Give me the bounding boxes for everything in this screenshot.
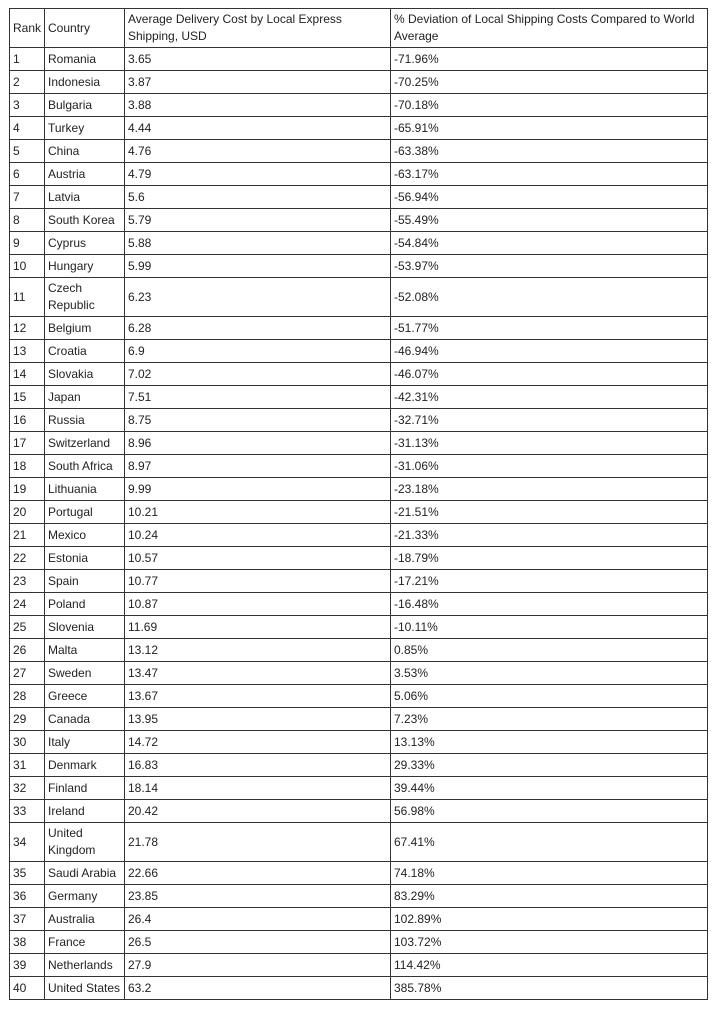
cell-rank: 9 — [10, 232, 45, 255]
cell-rank: 37 — [10, 908, 45, 931]
table-row — [10, 140, 708, 163]
cell-percent-deviation: 3.53% — [391, 662, 708, 685]
cell-country: Greece — [45, 685, 125, 708]
cell-rank: 26 — [10, 639, 45, 662]
cell-percent-deviation: 56.98% — [391, 800, 708, 823]
table-row — [10, 931, 708, 954]
cell-country: Canada — [45, 708, 125, 731]
cell-country: China — [45, 140, 125, 163]
cell-rank: 34 — [10, 823, 45, 862]
cell-percent-deviation: 13.13% — [391, 731, 708, 754]
cell-rank: 23 — [10, 570, 45, 593]
cell-country: Portugal — [45, 501, 125, 524]
cell-rank: 24 — [10, 593, 45, 616]
cell-average-delivery-cost: 5.6 — [125, 186, 391, 209]
cell-country: Poland — [45, 593, 125, 616]
cell-average-delivery-cost: 11.69 — [125, 616, 391, 639]
table-row — [10, 317, 708, 340]
table-row — [10, 685, 708, 708]
cell-country: Croatia — [45, 340, 125, 363]
table-row — [10, 662, 708, 685]
cell-percent-deviation: -65.91% — [391, 117, 708, 140]
cell-rank: 25 — [10, 616, 45, 639]
cell-rank: 21 — [10, 524, 45, 547]
cell-average-delivery-cost: 6.9 — [125, 340, 391, 363]
cell-rank: 35 — [10, 862, 45, 885]
cell-percent-deviation: -21.51% — [391, 501, 708, 524]
table-header — [10, 9, 708, 48]
cell-average-delivery-cost: 3.87 — [125, 71, 391, 94]
table-row — [10, 478, 708, 501]
cell-average-delivery-cost: 13.67 — [125, 685, 391, 708]
cell-country: Latvia — [45, 186, 125, 209]
cell-rank: 7 — [10, 186, 45, 209]
cell-rank: 17 — [10, 432, 45, 455]
cell-average-delivery-cost: 3.65 — [125, 48, 391, 71]
cell-average-delivery-cost: 13.12 — [125, 639, 391, 662]
table-row — [10, 593, 708, 616]
cell-rank: 28 — [10, 685, 45, 708]
cell-country: South Africa — [45, 455, 125, 478]
cell-average-delivery-cost: 23.85 — [125, 885, 391, 908]
table-row — [10, 232, 708, 255]
cell-percent-deviation: -31.13% — [391, 432, 708, 455]
table-row — [10, 547, 708, 570]
cell-average-delivery-cost: 5.88 — [125, 232, 391, 255]
table-row — [10, 639, 708, 662]
cell-average-delivery-cost: 8.97 — [125, 455, 391, 478]
cell-rank: 38 — [10, 931, 45, 954]
cell-average-delivery-cost: 4.44 — [125, 117, 391, 140]
cell-percent-deviation: 5.06% — [391, 685, 708, 708]
table-row — [10, 209, 708, 232]
cell-percent-deviation: -63.38% — [391, 140, 708, 163]
cell-rank: 36 — [10, 885, 45, 908]
table-row — [10, 731, 708, 754]
cell-country: Switzerland — [45, 432, 125, 455]
table-row — [10, 455, 708, 478]
cell-country: Indonesia — [45, 71, 125, 94]
cell-rank: 40 — [10, 977, 45, 1000]
cell-average-delivery-cost: 4.76 — [125, 140, 391, 163]
header-country: Country — [45, 9, 125, 48]
cell-country: United States — [45, 977, 125, 1000]
cell-country: Japan — [45, 386, 125, 409]
cell-percent-deviation: -18.79% — [391, 547, 708, 570]
cell-rank: 11 — [10, 278, 45, 317]
cell-rank: 19 — [10, 478, 45, 501]
cell-country: Slovakia — [45, 363, 125, 386]
cell-percent-deviation: -42.31% — [391, 386, 708, 409]
cell-country: France — [45, 931, 125, 954]
cell-country: Finland — [45, 777, 125, 800]
cell-country: Slovenia — [45, 616, 125, 639]
cell-percent-deviation: -31.06% — [391, 455, 708, 478]
cell-percent-deviation: -56.94% — [391, 186, 708, 209]
cell-average-delivery-cost: 7.51 — [125, 386, 391, 409]
cell-rank: 1 — [10, 48, 45, 71]
cell-average-delivery-cost: 10.87 — [125, 593, 391, 616]
header-row — [10, 9, 708, 48]
cell-country: Australia — [45, 908, 125, 931]
cell-average-delivery-cost: 10.24 — [125, 524, 391, 547]
cell-percent-deviation: 67.41% — [391, 823, 708, 862]
cell-country: Sweden — [45, 662, 125, 685]
cell-percent-deviation: -46.94% — [391, 340, 708, 363]
header-average-delivery-cost: Average Delivery Cost by Local Express Shipping, USD — [125, 9, 391, 48]
cell-average-delivery-cost: 22.66 — [125, 862, 391, 885]
cell-rank: 20 — [10, 501, 45, 524]
table-row — [10, 278, 708, 317]
cell-rank: 29 — [10, 708, 45, 731]
cell-average-delivery-cost: 10.21 — [125, 501, 391, 524]
cell-percent-deviation: -32.71% — [391, 409, 708, 432]
cell-average-delivery-cost: 6.23 — [125, 278, 391, 317]
cell-country: Lithuania — [45, 478, 125, 501]
cell-average-delivery-cost: 7.02 — [125, 363, 391, 386]
cell-country: Netherlands — [45, 954, 125, 977]
cell-rank: 18 — [10, 455, 45, 478]
cell-country: Ireland — [45, 800, 125, 823]
table-row — [10, 524, 708, 547]
cell-average-delivery-cost: 10.77 — [125, 570, 391, 593]
cell-percent-deviation: 29.33% — [391, 754, 708, 777]
cell-rank: 2 — [10, 71, 45, 94]
table-row — [10, 94, 708, 117]
cell-country: Malta — [45, 639, 125, 662]
cell-country: South Korea — [45, 209, 125, 232]
cell-country: Denmark — [45, 754, 125, 777]
cell-percent-deviation: -23.18% — [391, 478, 708, 501]
table-row — [10, 117, 708, 140]
cell-country: Estonia — [45, 547, 125, 570]
shipping-cost-table-container — [9, 8, 708, 1000]
cell-average-delivery-cost: 10.57 — [125, 547, 391, 570]
table-row — [10, 48, 708, 71]
cell-percent-deviation: -54.84% — [391, 232, 708, 255]
cell-percent-deviation: -55.49% — [391, 209, 708, 232]
cell-average-delivery-cost: 4.79 — [125, 163, 391, 186]
cell-rank: 13 — [10, 340, 45, 363]
cell-percent-deviation: -63.17% — [391, 163, 708, 186]
cell-average-delivery-cost: 21.78 — [125, 823, 391, 862]
cell-average-delivery-cost: 27.9 — [125, 954, 391, 977]
cell-average-delivery-cost: 5.79 — [125, 209, 391, 232]
cell-country: Hungary — [45, 255, 125, 278]
cell-rank: 39 — [10, 954, 45, 977]
table-body — [10, 48, 708, 1000]
table-row — [10, 977, 708, 1000]
cell-country: Turkey — [45, 117, 125, 140]
cell-percent-deviation: 7.23% — [391, 708, 708, 731]
cell-average-delivery-cost: 5.99 — [125, 255, 391, 278]
cell-percent-deviation: 74.18% — [391, 862, 708, 885]
table-row — [10, 616, 708, 639]
cell-rank: 3 — [10, 94, 45, 117]
cell-country: Belgium — [45, 317, 125, 340]
shipping-cost-table — [9, 8, 708, 1000]
cell-percent-deviation: -46.07% — [391, 363, 708, 386]
cell-country: United Kingdom — [45, 823, 125, 862]
header-percent-deviation: % Deviation of Local Shipping Costs Compared to World Average — [391, 9, 708, 48]
cell-country: Mexico — [45, 524, 125, 547]
cell-percent-deviation: -52.08% — [391, 278, 708, 317]
table-row — [10, 754, 708, 777]
table-row — [10, 340, 708, 363]
cell-average-delivery-cost: 9.99 — [125, 478, 391, 501]
cell-percent-deviation: 39.44% — [391, 777, 708, 800]
table-row — [10, 186, 708, 209]
cell-rank: 30 — [10, 731, 45, 754]
cell-rank: 31 — [10, 754, 45, 777]
cell-average-delivery-cost: 16.83 — [125, 754, 391, 777]
cell-rank: 16 — [10, 409, 45, 432]
cell-rank: 27 — [10, 662, 45, 685]
table-row — [10, 501, 708, 524]
cell-country: Russia — [45, 409, 125, 432]
header-rank: Rank — [10, 9, 45, 48]
cell-rank: 14 — [10, 363, 45, 386]
cell-rank: 12 — [10, 317, 45, 340]
cell-rank: 22 — [10, 547, 45, 570]
table-row — [10, 885, 708, 908]
cell-average-delivery-cost: 14.72 — [125, 731, 391, 754]
table-row — [10, 800, 708, 823]
cell-average-delivery-cost: 8.96 — [125, 432, 391, 455]
cell-percent-deviation: 114.42% — [391, 954, 708, 977]
cell-average-delivery-cost: 63.2 — [125, 977, 391, 1000]
cell-country: Spain — [45, 570, 125, 593]
cell-percent-deviation: 385.78% — [391, 977, 708, 1000]
cell-percent-deviation: -21.33% — [391, 524, 708, 547]
cell-country: Bulgaria — [45, 94, 125, 117]
cell-average-delivery-cost: 13.95 — [125, 708, 391, 731]
table-row — [10, 255, 708, 278]
cell-country: Czech Republic — [45, 278, 125, 317]
table-row — [10, 570, 708, 593]
cell-rank: 32 — [10, 777, 45, 800]
table-row — [10, 908, 708, 931]
cell-rank: 15 — [10, 386, 45, 409]
table-row — [10, 432, 708, 455]
cell-average-delivery-cost: 20.42 — [125, 800, 391, 823]
table-row — [10, 386, 708, 409]
cell-percent-deviation: 103.72% — [391, 931, 708, 954]
table-row — [10, 862, 708, 885]
cell-percent-deviation: 83.29% — [391, 885, 708, 908]
cell-percent-deviation: -70.25% — [391, 71, 708, 94]
cell-average-delivery-cost: 13.47 — [125, 662, 391, 685]
cell-percent-deviation: -70.18% — [391, 94, 708, 117]
cell-percent-deviation: -17.21% — [391, 570, 708, 593]
table-row — [10, 954, 708, 977]
table-row — [10, 777, 708, 800]
cell-percent-deviation: 0.85% — [391, 639, 708, 662]
cell-country: Saudi Arabia — [45, 862, 125, 885]
cell-rank: 6 — [10, 163, 45, 186]
cell-country: Austria — [45, 163, 125, 186]
cell-rank: 5 — [10, 140, 45, 163]
table-row — [10, 708, 708, 731]
table-row — [10, 409, 708, 432]
cell-percent-deviation: 102.89% — [391, 908, 708, 931]
cell-country: Italy — [45, 731, 125, 754]
cell-percent-deviation: -71.96% — [391, 48, 708, 71]
cell-rank: 8 — [10, 209, 45, 232]
table-row — [10, 823, 708, 862]
cell-average-delivery-cost: 18.14 — [125, 777, 391, 800]
table-row — [10, 163, 708, 186]
cell-average-delivery-cost: 26.5 — [125, 931, 391, 954]
cell-rank: 33 — [10, 800, 45, 823]
table-row — [10, 71, 708, 94]
cell-country: Cyprus — [45, 232, 125, 255]
table-row — [10, 363, 708, 386]
cell-percent-deviation: -53.97% — [391, 255, 708, 278]
cell-percent-deviation: -51.77% — [391, 317, 708, 340]
cell-rank: 10 — [10, 255, 45, 278]
cell-percent-deviation: -16.48% — [391, 593, 708, 616]
cell-country: Germany — [45, 885, 125, 908]
cell-percent-deviation: -10.11% — [391, 616, 708, 639]
cell-average-delivery-cost: 26.4 — [125, 908, 391, 931]
cell-average-delivery-cost: 3.88 — [125, 94, 391, 117]
cell-average-delivery-cost: 6.28 — [125, 317, 391, 340]
cell-rank: 4 — [10, 117, 45, 140]
cell-country: Romania — [45, 48, 125, 71]
cell-average-delivery-cost: 8.75 — [125, 409, 391, 432]
